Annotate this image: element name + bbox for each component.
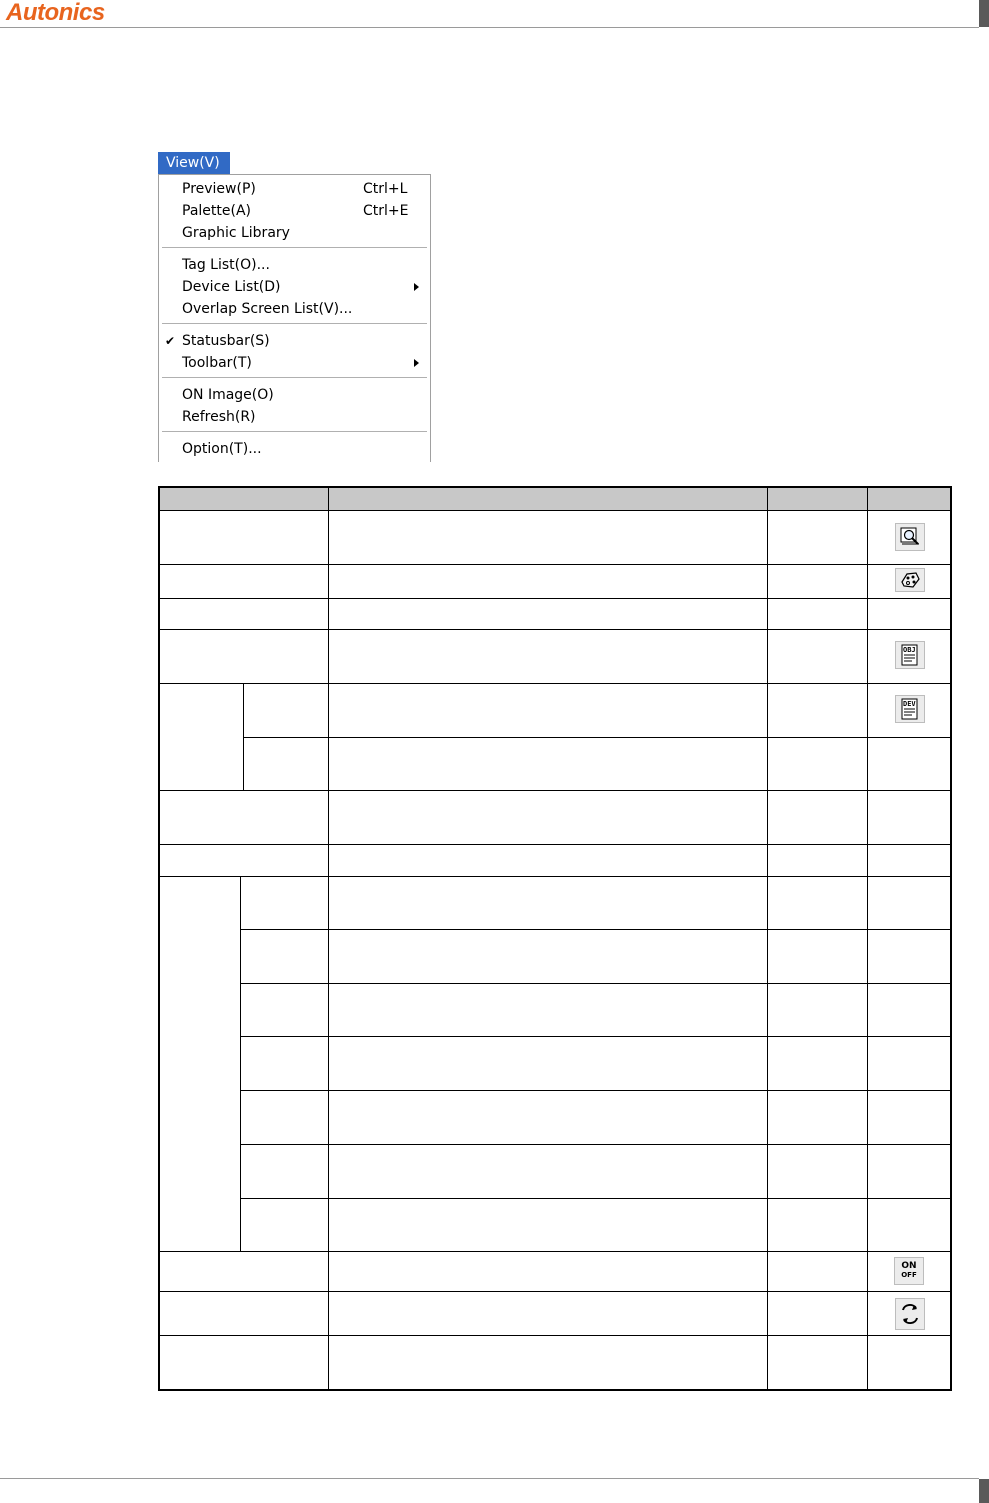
submenu-arrow-icon [414, 359, 419, 367]
menu-item-label: Tag List(O)... [182, 257, 270, 273]
menu-separator [162, 247, 427, 249]
preview-icon [895, 523, 925, 551]
row-divider [158, 629, 952, 630]
row-divider [158, 790, 952, 791]
on-off-icon [894, 1257, 924, 1285]
menu-item-preview[interactable] [159, 178, 430, 200]
row-divider [240, 929, 952, 930]
menu-item-label: Statusbar(S) [182, 333, 270, 349]
menu-item-overlap-screen-list[interactable] [159, 298, 430, 320]
row-divider [158, 510, 952, 511]
row-divider [158, 876, 952, 877]
on-off-icon-label [901, 1262, 917, 1280]
table-border [158, 486, 952, 1391]
row-divider [158, 564, 952, 565]
row-divider [158, 683, 952, 684]
menu-item-shortcut: Ctrl+L [363, 181, 408, 197]
menu-separator [162, 323, 427, 325]
svg-text:OBJ: OBJ [903, 646, 916, 654]
on-off-icon-on: ON [901, 1261, 917, 1271]
menu-item-label: Palette(A) [182, 203, 251, 219]
row-divider [158, 1291, 952, 1292]
device-list-dev-icon [895, 695, 925, 723]
column-divider [240, 876, 241, 1252]
row-divider [240, 1036, 952, 1037]
refresh-icon [895, 1298, 925, 1330]
row-divider [158, 1335, 952, 1336]
row-divider [158, 1251, 952, 1252]
menu-item-refresh[interactable] [159, 406, 430, 428]
submenu-arrow-icon [414, 283, 419, 291]
menu-item-label: Device List(D) [182, 279, 281, 295]
menu-item-statusbar[interactable] [159, 330, 430, 352]
column-divider [328, 486, 329, 1391]
menu-item-label: Overlap Screen List(V)... [182, 301, 353, 317]
menu-item-label: Refresh(R) [182, 409, 256, 425]
autonics-logo: Autonics [6, 0, 105, 26]
header-tab-marker [979, 0, 989, 27]
menu-item-on-image[interactable] [159, 384, 430, 406]
row-divider [243, 737, 952, 738]
menu-separator [162, 431, 427, 433]
menu-item-label: Toolbar(T) [182, 355, 252, 371]
menu-item-label: Graphic Library [182, 225, 290, 241]
svg-text:DEV: DEV [903, 700, 916, 708]
row-divider [240, 1090, 952, 1091]
menu-item-label: Option(T)... [182, 441, 262, 457]
row-divider [240, 1198, 952, 1199]
menu-item-graphic-library[interactable] [159, 222, 430, 244]
header-rule [0, 27, 979, 28]
menu-item-palette[interactable] [159, 200, 430, 222]
on-off-icon-off: OFF [901, 1271, 917, 1279]
menu-item-device-list[interactable] [159, 276, 430, 298]
row-divider [240, 983, 952, 984]
palette-icon [895, 568, 925, 592]
column-divider [867, 486, 868, 1391]
menu-item-tag-list[interactable] [159, 254, 430, 276]
view-menu-title[interactable]: View(V) [158, 152, 230, 174]
row-divider [158, 598, 952, 599]
footer-tab-marker [979, 1479, 989, 1503]
view-menu-panel [158, 174, 431, 462]
tag-list-obj-icon [895, 641, 925, 669]
row-divider [240, 1144, 952, 1145]
column-divider [767, 486, 768, 1391]
row-divider [158, 844, 952, 845]
menu-item-label: Preview(P) [182, 181, 256, 197]
menu-item-toolbar[interactable] [159, 352, 430, 374]
checkmark-icon: ✔ [165, 334, 176, 348]
menu-item-label: ON Image(O) [182, 387, 274, 403]
menu-item-shortcut: Ctrl+E [363, 203, 409, 219]
footer-rule [0, 1478, 979, 1479]
menu-separator [162, 377, 427, 379]
menu-item-option[interactable] [159, 438, 430, 460]
